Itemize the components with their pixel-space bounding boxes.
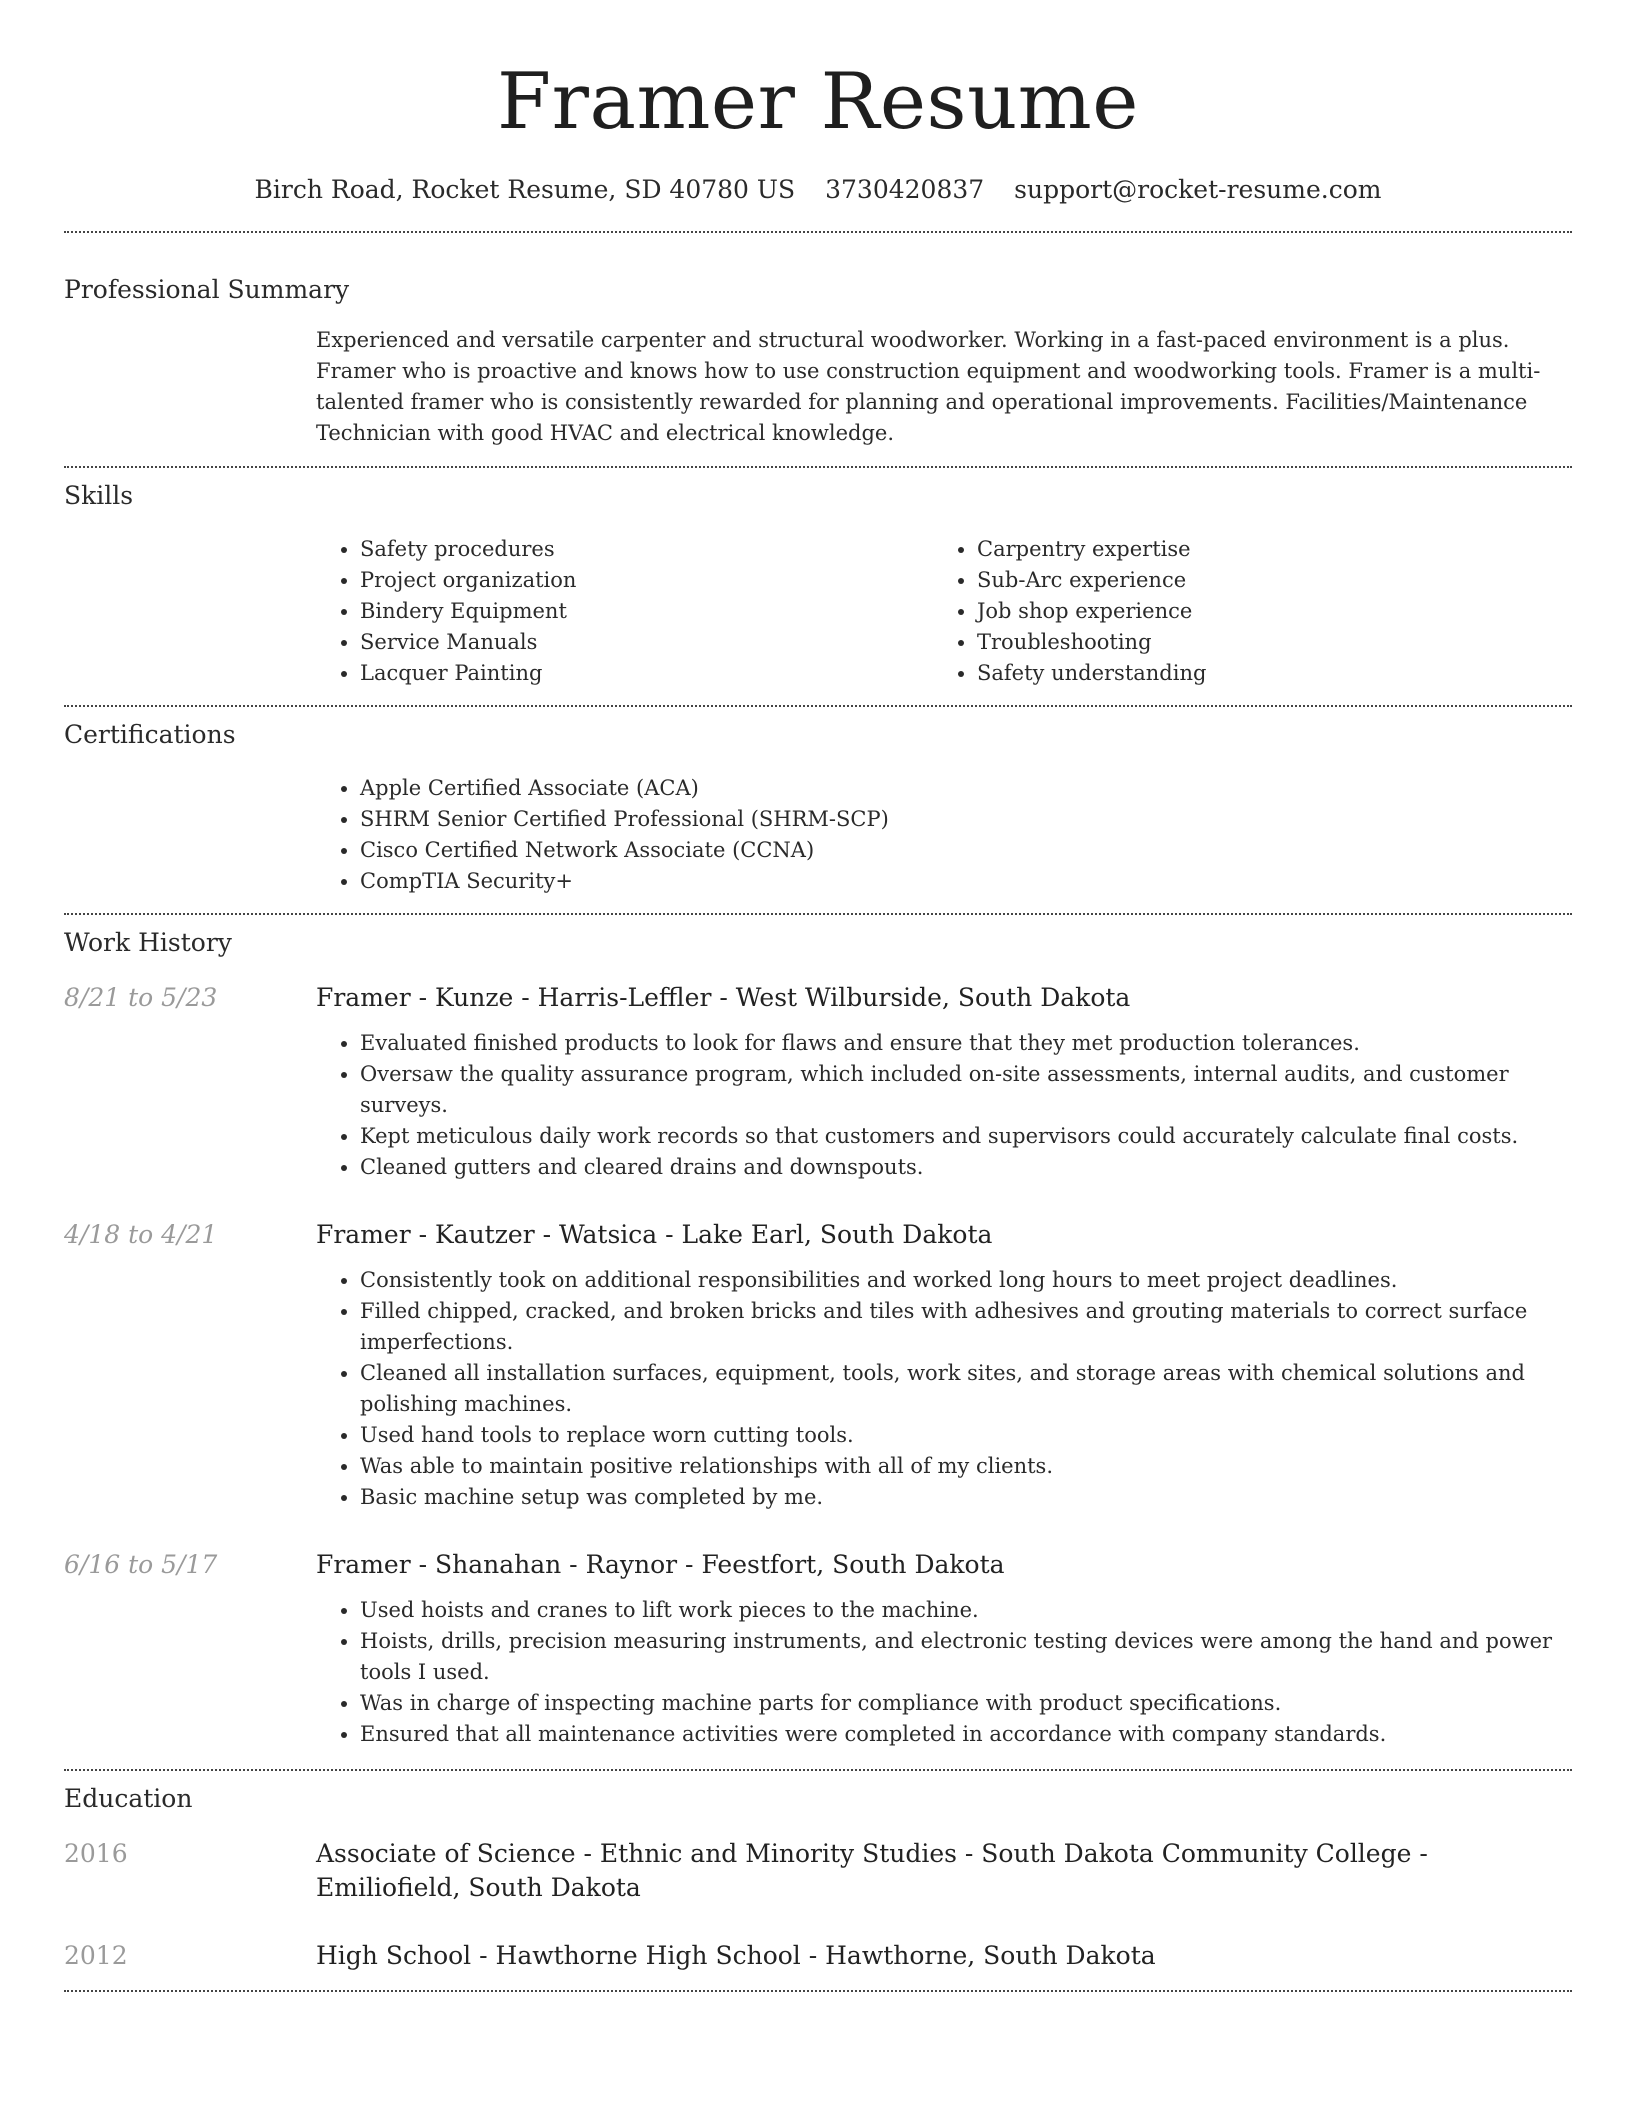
job-dates: 8/21 to 5/23 xyxy=(64,983,218,1012)
job-bullet: • Ensured that all maintenance activities were completed in accordance with company standards. xyxy=(360,1719,1572,1750)
skill-item: • Safety procedures xyxy=(360,534,933,565)
divider xyxy=(64,1990,1572,1992)
section-education xyxy=(64,1771,1572,1973)
skill-item: • Safety understanding xyxy=(977,658,1550,689)
skills-columns xyxy=(316,534,1572,689)
skill-item: • Bindery Equipment xyxy=(360,596,933,627)
education-heading: High School - Hawthorne High School - Hawthorne, South Dakota xyxy=(316,1941,1156,1970)
job-header xyxy=(64,981,1572,1015)
contact-address: Birch Road, Rocket Resume, SD 40780 US xyxy=(254,175,796,204)
job-bullet: • Was able to maintain positive relationships with all of my clients. xyxy=(360,1451,1572,1482)
section-skills xyxy=(64,468,1572,689)
summary-content xyxy=(316,325,1572,449)
skill-item: • Troubleshooting xyxy=(977,627,1550,658)
section-title-work-history: Work History xyxy=(64,928,232,957)
section-work-history xyxy=(64,915,1572,1750)
education-year: 2016 xyxy=(64,1839,128,1868)
section-title-education: Education xyxy=(64,1784,193,1813)
skill-item: • Job shop experience xyxy=(977,596,1550,627)
job-bullet: • Cleaned gutters and cleared drains and downspouts. xyxy=(360,1152,1572,1183)
contact-phone: 3730420837 xyxy=(825,175,985,204)
education-entry xyxy=(64,1939,1572,1973)
skill-item: • Project organization xyxy=(360,565,933,596)
job-entry xyxy=(64,1548,1572,1750)
education-year: 2012 xyxy=(64,1941,128,1970)
skill-item: • Carpentry expertise xyxy=(977,534,1550,565)
job-bullet: • Consistently took on additional responsibilities and worked long hours to meet project deadlines. xyxy=(360,1265,1572,1296)
job-bullets xyxy=(316,1028,1572,1183)
certification-item: • Apple Certified Associate (ACA) xyxy=(360,773,1572,804)
job-dates: 4/18 to 4/21 xyxy=(64,1220,218,1249)
resume-page xyxy=(64,0,1572,1992)
section-title-summary: Professional Summary xyxy=(64,275,350,304)
job-bullets xyxy=(316,1595,1572,1750)
job-heading: Framer - Kautzer - Watsica - Lake Earl, South Dakota xyxy=(316,1220,993,1249)
education-heading: Associate of Science - Ethnic and Minority Studies - South Dakota Community College - Emiliofield, South Dakota xyxy=(316,1839,1428,1902)
job-bullet: • Cleaned all installation surfaces, equipment, tools, work sites, and storage areas with chemical solutions and polishing machines. xyxy=(360,1358,1572,1420)
skill-item: • Sub-Arc experience xyxy=(977,565,1550,596)
certification-item: • Cisco Certified Network Associate (CCNA) xyxy=(360,835,1572,866)
jobs-list xyxy=(64,981,1572,1750)
education-list xyxy=(64,1837,1572,1973)
certification-item: • SHRM Senior Certified Professional (SHRM-SCP) xyxy=(360,804,1572,835)
summary-text: Experienced and versatile carpenter and structural woodworker. Working in a fast-paced environment is a plus. Framer who is proactive and knows how to use construction equipment and woodworking tools. Framer is a multi-talented framer who is consistently rewarded for planning and operational improvements. Facilities/Maintenance Technician with good HVAC and electrical knowledge. xyxy=(316,328,1541,445)
skills-list-right xyxy=(933,534,1550,689)
skill-item: • Lacquer Painting xyxy=(360,658,933,689)
job-heading: Framer - Kunze - Harris-Leffler - West Wilburside, South Dakota xyxy=(316,983,1131,1012)
job-bullet: • Used hoists and cranes to lift work pieces to the machine. xyxy=(360,1595,1572,1626)
education-entry xyxy=(64,1837,1572,1905)
skill-item: • Service Manuals xyxy=(360,627,933,658)
job-bullets xyxy=(316,1265,1572,1513)
page-title: Framer Resume xyxy=(497,57,1139,147)
job-entry xyxy=(64,1218,1572,1513)
job-bullet: • Hoists, drills, precision measuring instruments, and electronic testing devices were among the hand and power tools I used. xyxy=(360,1626,1572,1688)
job-bullet: • Used hand tools to replace worn cutting tools. xyxy=(360,1420,1572,1451)
section-title-skills: Skills xyxy=(64,481,134,510)
certifications-list xyxy=(316,773,1572,897)
job-bullet: • Filled chipped, cracked, and broken bricks and tiles with adhesives and grouting materials to correct surface imperfections. xyxy=(360,1296,1572,1358)
resume-header xyxy=(64,0,1572,206)
certifications-content xyxy=(316,773,1572,897)
job-header xyxy=(64,1548,1572,1582)
job-bullet: • Basic machine setup was completed by me. xyxy=(360,1482,1572,1513)
job-dates: 6/16 to 5/17 xyxy=(64,1550,218,1579)
job-bullet: • Oversaw the quality assurance program, which included on-site assessments, internal audits, and customer surveys. xyxy=(360,1059,1572,1121)
job-heading: Framer - Shanahan - Raynor - Feestfort, South Dakota xyxy=(316,1550,1005,1579)
job-header xyxy=(64,1218,1572,1252)
section-professional-summary xyxy=(64,233,1572,449)
skills-list-left xyxy=(316,534,933,689)
section-title-certifications: Certifications xyxy=(64,720,236,749)
job-bullet: • Kept meticulous daily work records so that customers and supervisors could accurately calculate final costs. xyxy=(360,1121,1572,1152)
job-entry xyxy=(64,981,1572,1183)
contact-email: support@rocket-resume.com xyxy=(1014,175,1382,204)
job-bullet: • Evaluated finished products to look for flaws and ensure that they met production tolerances. xyxy=(360,1028,1572,1059)
contact-line xyxy=(64,174,1572,206)
job-bullet: • Was in charge of inspecting machine parts for compliance with product specifications. xyxy=(360,1688,1572,1719)
section-certifications xyxy=(64,707,1572,897)
certification-item: • CompTIA Security+ xyxy=(360,866,1572,897)
